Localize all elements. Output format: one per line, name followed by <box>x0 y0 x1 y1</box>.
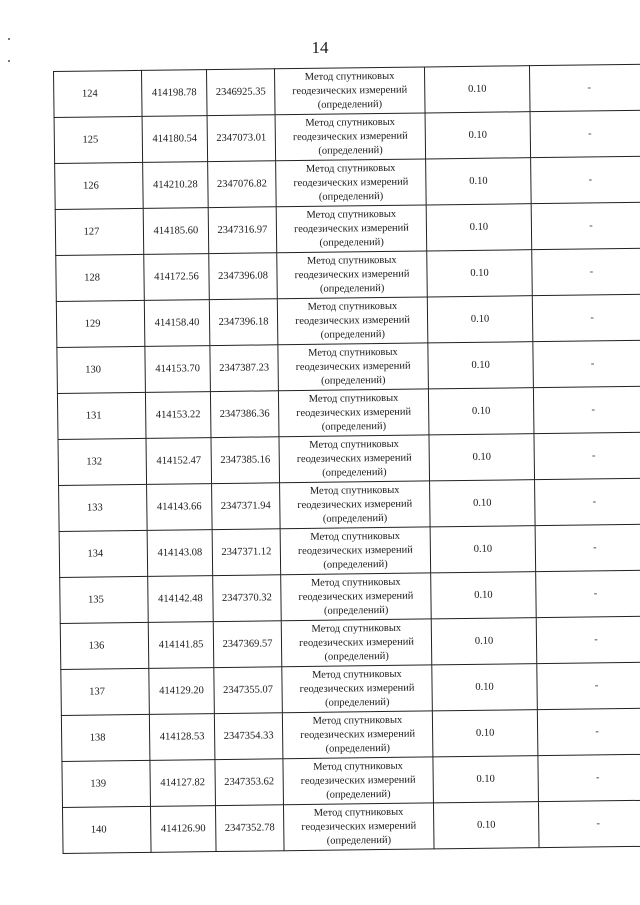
point-number: 136 <box>88 639 105 652</box>
point-number: 126 <box>82 179 99 192</box>
method-cell <box>275 113 426 161</box>
point-number-cell <box>59 530 148 577</box>
method-line-1: Метод спутниковых <box>305 162 396 175</box>
point-number-cell <box>58 438 147 485</box>
x-coordinate: 414127.82 <box>150 760 216 807</box>
method-line-1: Метод спутниковых <box>309 484 400 497</box>
method-cell <box>281 573 432 621</box>
point-number-cell <box>56 254 145 301</box>
y-coordinate: 2347385.16 <box>211 437 280 484</box>
accuracy: 0.10 <box>430 526 536 573</box>
table-row <box>57 340 640 393</box>
table-row <box>58 432 640 485</box>
point-number: 139 <box>90 777 107 790</box>
y-coordinate: 2347352.78 <box>215 805 284 852</box>
method-cell <box>279 435 430 483</box>
method-line-3: (определений) <box>325 742 391 755</box>
x-coordinate: 414143.66 <box>147 484 213 531</box>
point-number-cell <box>60 622 149 669</box>
note: - <box>532 294 640 341</box>
method-line-1: Метод спутниковых <box>308 392 399 405</box>
accuracy: 0.10 <box>429 434 535 481</box>
y-coordinate: 2347354.33 <box>214 713 283 760</box>
note: - <box>535 478 640 525</box>
method-cell <box>276 159 427 207</box>
point-number: 129 <box>84 317 101 330</box>
method-line-3: (определений) <box>324 650 389 663</box>
method-cell <box>281 619 432 667</box>
x-coordinate: 414158.40 <box>144 300 210 347</box>
method-cell <box>280 527 431 575</box>
accuracy: 0.10 <box>433 756 539 803</box>
accuracy: 0.10 <box>431 572 537 619</box>
point-number: 134 <box>87 547 104 560</box>
method-line-2: геодезических измерений <box>301 820 417 833</box>
method-cell <box>283 803 434 851</box>
x-coordinate: 414128.53 <box>149 714 215 761</box>
method-line-3: (определений) <box>321 374 386 387</box>
point-number: 132 <box>86 455 103 468</box>
note: - <box>535 524 640 571</box>
method-line-2: геодезических измерений <box>293 176 409 189</box>
method-line-2: геодезических измерений <box>296 452 412 465</box>
method-line-3: (определений) <box>318 190 384 203</box>
method-cell <box>277 251 428 299</box>
method-line-3: (определений) <box>326 788 391 801</box>
x-coordinate: 414172.56 <box>144 254 210 301</box>
point-number: 128 <box>84 271 100 284</box>
x-coordinate: 414141.85 <box>148 622 214 669</box>
point-number-cell <box>54 70 143 117</box>
page-number: 14 <box>311 38 329 57</box>
point-number-cell <box>56 300 145 347</box>
note: - <box>531 202 640 249</box>
scan-speck <box>8 38 10 40</box>
y-coordinate: 2347371.94 <box>212 483 281 530</box>
method-line-3: (определений) <box>319 282 385 295</box>
method-line-3: (определений) <box>318 144 383 157</box>
method-line-3: (определений) <box>322 466 387 479</box>
method-line-1: Метод спутниковых <box>309 438 399 451</box>
table-row <box>57 386 640 439</box>
method-line-1: Метод спутниковых <box>312 714 403 727</box>
method-line-3: (определений) <box>324 696 390 709</box>
note: - <box>538 800 640 847</box>
accuracy: 0.10 <box>432 664 538 711</box>
point-number-cell <box>62 760 151 807</box>
method-cell <box>278 343 429 391</box>
method-line-2: геодезических измерений <box>295 360 411 373</box>
point-number: 133 <box>86 501 103 514</box>
accuracy: 0.10 <box>431 618 537 665</box>
y-coordinate: 2347316.97 <box>208 207 277 254</box>
y-coordinate: 2347371.12 <box>212 529 281 576</box>
accuracy: 0.10 <box>430 480 536 527</box>
method-line-3: (определений) <box>326 834 392 847</box>
note: - <box>533 386 640 433</box>
table-row <box>55 156 640 209</box>
note: - <box>534 432 640 479</box>
point-number-cell <box>57 346 146 393</box>
method-line-2: геодезических измерений <box>297 498 413 511</box>
table-row <box>59 524 640 577</box>
method-line-3: (определений) <box>320 328 386 341</box>
point-number: 127 <box>83 225 100 238</box>
x-coordinate: 414153.70 <box>145 346 211 393</box>
coordinates-table-body <box>54 64 640 853</box>
x-coordinate: 414153.22 <box>145 392 211 439</box>
note: - <box>537 662 640 709</box>
method-cell <box>278 389 429 437</box>
y-coordinate: 2347386.36 <box>210 391 279 438</box>
accuracy: 0.10 <box>428 342 534 389</box>
table-row <box>56 294 640 347</box>
table-row <box>56 248 640 301</box>
y-coordinate: 2347073.01 <box>207 115 276 162</box>
table-row <box>62 800 640 853</box>
method-cell <box>276 205 427 253</box>
x-coordinate: 414142.48 <box>148 576 214 623</box>
point-number-cell <box>54 116 143 163</box>
note: - <box>531 156 640 203</box>
method-line-1: Метод спутниковых <box>304 70 395 83</box>
y-coordinate: 2347369.57 <box>213 621 282 668</box>
method-line-1: Метод спутниковых <box>311 622 402 635</box>
y-coordinate: 2347370.32 <box>213 575 282 622</box>
method-line-2: геодезических измерений <box>296 406 412 419</box>
method-line-1: Метод спутниковых <box>306 254 397 267</box>
x-coordinate: 414143.08 <box>147 530 213 577</box>
point-number-cell <box>62 806 151 853</box>
y-coordinate: 2347076.82 <box>208 161 277 208</box>
method-line-2: геодезических измерений <box>300 774 416 787</box>
point-number-cell <box>61 714 150 761</box>
note: - <box>538 754 640 801</box>
x-coordinate: 414210.28 <box>143 162 209 209</box>
point-number: 131 <box>85 409 102 422</box>
method-line-1: Метод спутниковых <box>306 208 397 221</box>
note: - <box>530 110 640 157</box>
accuracy: 0.10 <box>426 204 532 251</box>
method-line-2: геодезических измерений <box>293 222 409 235</box>
method-cell <box>282 711 433 759</box>
table-row <box>60 570 640 623</box>
method-line-2: геодезических измерений <box>299 682 415 695</box>
method-line-2: геодезических измерений <box>299 636 414 649</box>
accuracy: 0.10 <box>427 250 533 297</box>
coordinates-table <box>53 64 640 854</box>
scan-speck <box>8 60 10 62</box>
point-number-cell <box>55 162 144 209</box>
note: - <box>529 64 640 111</box>
table-row <box>54 110 640 163</box>
note: - <box>533 340 640 387</box>
accuracy: 0.10 <box>432 710 538 757</box>
method-line-3: (определений) <box>317 98 383 111</box>
method-line-2: геодезических измерений <box>292 130 408 143</box>
note: - <box>537 708 640 755</box>
note: - <box>532 248 640 295</box>
point-number: 137 <box>89 685 106 698</box>
point-number-cell <box>59 484 148 531</box>
note: - <box>536 570 640 617</box>
method-cell <box>283 757 434 805</box>
method-cell <box>282 665 433 713</box>
point-number-cell <box>61 668 150 715</box>
method-line-2: геодезических измерений <box>297 544 413 557</box>
y-coordinate: 2347353.62 <box>215 759 284 806</box>
note: - <box>536 616 640 663</box>
method-line-2: геодезических измерений <box>300 728 416 741</box>
accuracy: 0.10 <box>427 296 533 343</box>
accuracy: 0.10 <box>425 112 531 159</box>
method-line-2: геодезических измерений <box>292 84 408 97</box>
y-coordinate: 2347396.08 <box>209 253 278 300</box>
method-cell <box>280 481 431 529</box>
y-coordinate: 2346925.35 <box>206 69 275 116</box>
y-coordinate: 2347396.18 <box>209 299 278 346</box>
x-coordinate: 414198.78 <box>141 70 207 117</box>
x-coordinate: 414185.60 <box>143 208 209 255</box>
accuracy: 0.10 <box>433 802 539 849</box>
x-coordinate: 414180.54 <box>142 116 208 163</box>
method-line-3: (определений) <box>319 236 384 249</box>
point-number-cell <box>55 208 144 255</box>
table-row <box>62 754 640 807</box>
point-number: 138 <box>89 731 106 744</box>
method-line-1: Метод спутниковых <box>313 806 404 819</box>
x-coordinate: 414129.20 <box>149 668 215 715</box>
accuracy: 0.10 <box>424 66 530 113</box>
x-coordinate: 414126.90 <box>150 806 216 853</box>
method-line-2: геодезических измерений <box>294 268 410 281</box>
point-number-cell <box>57 392 146 439</box>
point-number: 130 <box>85 363 102 376</box>
point-number: 124 <box>81 87 98 100</box>
method-cell <box>274 67 425 115</box>
method-line-1: Метод спутниковых <box>307 300 398 313</box>
method-line-1: Метод спутниковых <box>311 668 402 681</box>
accuracy: 0.10 <box>426 158 532 205</box>
method-line-2: геодезических измерений <box>295 314 411 327</box>
method-line-3: (определений) <box>323 558 388 571</box>
table-row <box>59 478 640 531</box>
point-number: 135 <box>88 593 104 606</box>
method-line-1: Метод спутниковых <box>305 116 396 129</box>
y-coordinate: 2347387.23 <box>210 345 279 392</box>
table-row <box>61 708 640 761</box>
accuracy: 0.10 <box>428 388 534 435</box>
y-coordinate: 2347355.07 <box>214 667 283 714</box>
method-line-2: геодезических измерений <box>298 590 414 603</box>
table-row <box>61 662 640 715</box>
table-row <box>55 202 640 255</box>
method-cell <box>277 297 428 345</box>
method-line-1: Метод спутниковых <box>313 760 403 773</box>
table-row <box>60 616 640 669</box>
coordinates-table-wrapper <box>53 64 640 854</box>
point-number-cell <box>60 576 149 623</box>
method-line-1: Метод спутниковых <box>310 576 401 589</box>
method-line-3: (определений) <box>323 604 389 617</box>
method-line-1: Метод спутниковых <box>310 530 401 543</box>
point-number: 140 <box>90 823 107 836</box>
table-row <box>54 64 640 117</box>
method-line-3: (определений) <box>322 512 388 525</box>
method-line-3: (определений) <box>321 420 387 433</box>
method-line-1: Метод спутниковых <box>308 346 398 359</box>
point-number: 125 <box>82 133 99 146</box>
x-coordinate: 414152.47 <box>146 438 212 485</box>
